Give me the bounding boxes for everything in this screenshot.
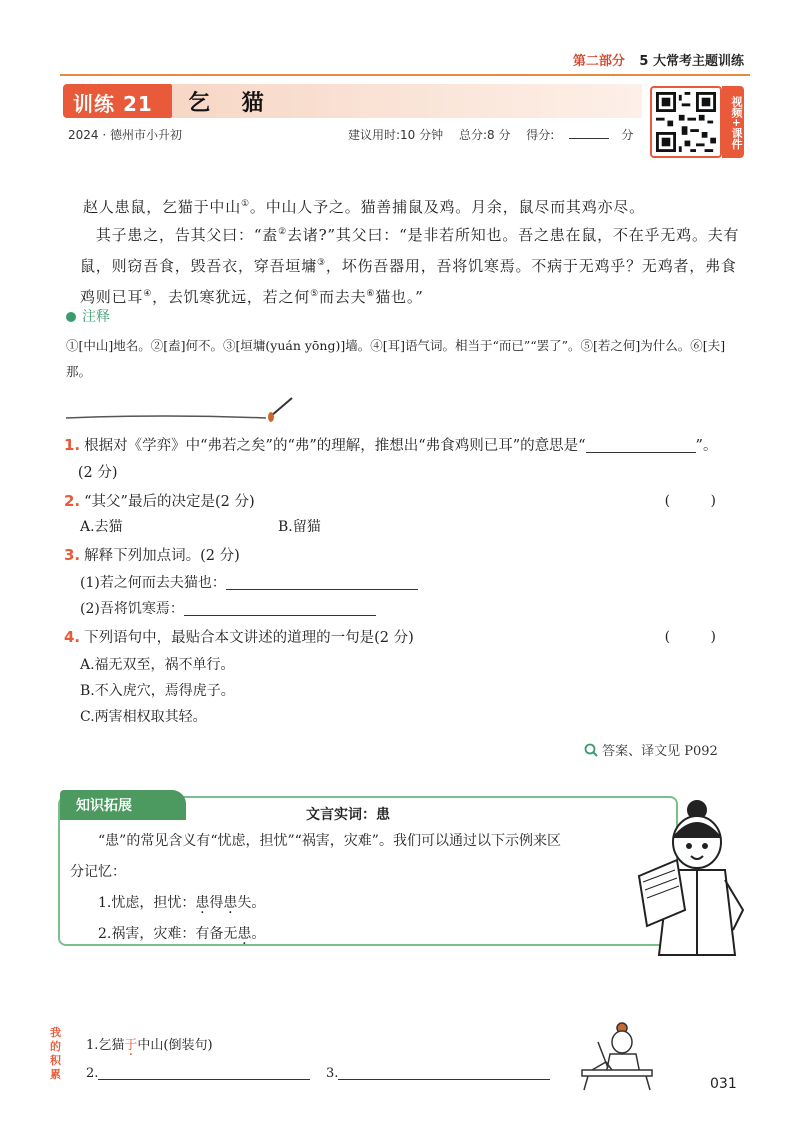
lesson-badge: 训练 21 — [63, 84, 171, 118]
passage-paragraph-2: 其子患之，告其父曰：“盍②去诸?”其父曰：“是非若所知也。吾之患在鼠，不在乎无鸡。夫有鼠，则窃吾食，毁吾衣，穿吾垣墉③，坏伤吾器用，吾将饥寒焉。不病于无鸡乎？无鸡者，弗食鸡则已耳④，去饥寒犹远，若之何⑤而去夫⑥猫也。” — [80, 226, 740, 306]
q3-1-answer-blank[interactable] — [226, 574, 418, 590]
suggested-time: 建议用时:10 分钟 — [348, 128, 444, 142]
accumulation-blank-3[interactable] — [338, 1064, 550, 1080]
answer-reference: 答案、译文见 P092 — [584, 740, 718, 759]
q3-sub-1: (1)若之何而去夫猫也： — [80, 572, 418, 592]
q2-answer-paren[interactable]: ( ) — [664, 493, 734, 509]
q3-sub-2: (2)吾将饥寒焉： — [80, 598, 376, 618]
question-4: 4. 下列语句中，最贴合本文讲述的道理的一句是(2 分) ( ) — [64, 624, 754, 652]
accumulation-blank-2[interactable] — [98, 1064, 310, 1080]
score-field[interactable]: 得分: 分 — [526, 128, 634, 142]
question-2: 2. “其父”最后的决定是(2 分) ( ) — [64, 488, 754, 516]
lesson-meta — [348, 126, 657, 143]
qr-code-icon[interactable] — [650, 86, 722, 158]
knowledge-text: “患”的常见含义有“忧虑，担忧”“祸害，灾难”。我们可以通过以下示例来区 分记忆： 1.忧虑，担忧：患得患失。 2.祸害，灾难：有备无患。 — [70, 833, 561, 942]
question-1: 1. 根据对《学弈》中“弗若之矣”的“弗”的理解，推想出“弗食鸡则已耳”的意思是“ ”。 (2 分) — [64, 436, 718, 481]
accumulation-item-3: 3. — [326, 1064, 550, 1081]
qr-side-label: 视频+课件 — [722, 86, 744, 158]
reading-student-illustration — [625, 790, 755, 960]
q1-answer-blank[interactable] — [586, 437, 696, 453]
writing-student-illustration — [572, 1012, 662, 1092]
notes-header: 注释 — [66, 306, 110, 326]
q2-option-b[interactable]: B.留猫 — [278, 519, 321, 535]
q4-option-a[interactable]: A.福无双至，祸不单行。 — [80, 657, 235, 673]
knowledge-tag: 知识拓展 — [60, 790, 186, 820]
notes-text: ①[中山]地名。②[盍]何不。③[垣墉(yuán yōng)]墙。④[耳]语气词。相当于“而已”“罢了”。⑤[若之何]为什么。⑥[夫]那。 — [66, 338, 726, 379]
question-3: 3. 解释下列加点词。(2 分) — [64, 546, 240, 564]
q4-answer-paren[interactable]: ( ) — [664, 629, 734, 645]
page-header — [573, 50, 744, 69]
passage-paragraph-1: 赵人患鼠，乞猫于中山①。中山人予之。猫善捕鼠及鸡。月余，鼠尽而其鸡亦尽。 — [83, 198, 645, 216]
q4-option-b[interactable]: B.不入虎穴，焉得虎子。 — [80, 683, 235, 699]
header-section: 5 大常考主题训练 — [639, 54, 744, 69]
my-accumulation-label: 我的积累 — [50, 1026, 61, 1081]
total-score: 总分:8 分 — [458, 128, 511, 142]
search-icon — [584, 743, 598, 757]
knowledge-title: 文言实词：患 — [306, 807, 390, 823]
header-part: 第二部分 — [572, 54, 625, 69]
lesson-source: 2024 · 德州市小升初 — [68, 128, 182, 142]
lesson-title: 乞 猫 — [188, 90, 276, 116]
q4-option-c[interactable]: C.两害相权取其轻。 — [80, 709, 207, 725]
accumulation-item-2: 2. — [86, 1064, 310, 1081]
notes-bullet-icon — [66, 312, 76, 322]
q3-2-answer-blank[interactable] — [184, 600, 376, 616]
q2-option-a[interactable]: A.去猫 — [80, 519, 123, 535]
accumulation-item-1: 1.乞猫于中山(倒装句) — [86, 1038, 213, 1053]
page-number: 031 — [710, 1076, 737, 1092]
brush-divider-icon — [66, 396, 296, 426]
header-divider — [60, 74, 750, 76]
